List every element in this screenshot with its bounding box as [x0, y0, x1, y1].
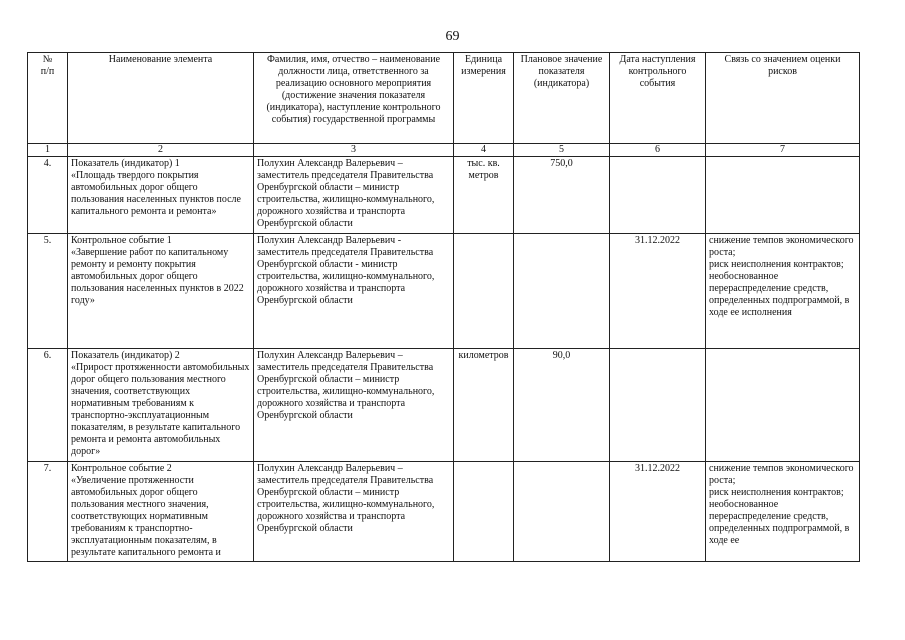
column-number: 7 — [706, 144, 860, 157]
row-risk: снижение темпов экономического роста; риск неисполнения контрактов; необоснованное перераспределение средств, определенных подпрограммой, в ходе ее — [706, 462, 860, 562]
table-row — [28, 349, 860, 462]
header-col-planned-value: Плановое значение показателя (индикатора) — [514, 53, 610, 144]
header-col-name: Наименование элемента — [68, 53, 254, 144]
row-risk — [706, 157, 860, 234]
row-element-name: Контрольное событие 1 «Завершение работ по капитальному ремонту и ремонту покрытия автомобильных дорог общего пользования населенных пунктов в 2022 году» — [68, 234, 254, 349]
header-col-risk: Связь со значением оценки рисков — [706, 53, 860, 144]
row-risk — [706, 349, 860, 462]
header-col-unit: Единица измерения — [454, 53, 514, 144]
row-unit — [454, 234, 514, 349]
column-number: 1 — [28, 144, 68, 157]
header-col-date: Дата наступления контрольного события — [610, 53, 706, 144]
column-number: 5 — [514, 144, 610, 157]
row-number: 7. — [28, 462, 68, 562]
row-responsible: Полухин Александр Валерьевич - заместитель председателя Правительства Оренбургской области - министр строительства, жилищно-коммунального, дорожного хозяйства и транспорта Оренбургской области — [254, 234, 454, 349]
row-responsible: Полухин Александр Валерьевич – заместитель председателя Правительства Оренбургской области – министр строительства, жилищно-коммунального, дорожного хозяйства и транспорта Оренбургской области — [254, 462, 454, 562]
table-row — [28, 462, 860, 562]
column-number: 2 — [68, 144, 254, 157]
header-col-number: № п/п — [28, 53, 68, 144]
row-element-name: Контрольное событие 2 «Увеличение протяженности автомобильных дорог общего пользования местного значения, соответствующих нормативным требованиям к транспортно-эксплуатационным показателям, в результате капитального ремонта и — [68, 462, 254, 562]
row-planned-value — [514, 462, 610, 562]
row-planned-value — [514, 234, 610, 349]
column-number-row — [28, 144, 860, 157]
row-date — [610, 157, 706, 234]
table-row — [28, 157, 860, 234]
column-number: 6 — [610, 144, 706, 157]
header-col-responsible: Фамилия, имя, отчество – наименование должности лица, ответственного за реализацию основного мероприятия (достижение значения показателя (индикатора), наступление контрольного события) государственной программы — [254, 53, 454, 144]
row-date: 31.12.2022 — [610, 234, 706, 349]
program-plan-table — [27, 52, 860, 562]
row-number: 6. — [28, 349, 68, 462]
row-planned-value: 750,0 — [514, 157, 610, 234]
row-element-name: Показатель (индикатор) 2 «Прирост протяженности автомобильных дорог общего пользования местного значения, соответствующих нормативным требованиям к транспортно-эксплуатационным показателям, в результате капитального ремонта и ремонта автомобильных дорог» — [68, 349, 254, 462]
row-number: 4. — [28, 157, 68, 234]
row-planned-value: 90,0 — [514, 349, 610, 462]
column-number: 4 — [454, 144, 514, 157]
page-number: 69 — [445, 29, 460, 44]
row-element-name: Показатель (индикатор) 1 «Площадь твердого покрытия автомобильных дорог общего пользования населенных пунктов после капитального ремонта и ремонта» — [68, 157, 254, 234]
row-date — [610, 349, 706, 462]
row-unit — [454, 462, 514, 562]
header-row — [28, 53, 860, 144]
row-responsible: Полухин Александр Валерьевич – заместитель председателя Правительства Оренбургской области – министр строительства, жилищно-коммунального, дорожного хозяйства и транспорта Оренбургской области — [254, 349, 454, 462]
row-date: 31.12.2022 — [610, 462, 706, 562]
row-risk: снижение темпов экономического роста; риск неисполнения контрактов; необоснованное перераспределение средств, определенных подпрограммой, в ходе ее исполнения — [706, 234, 860, 349]
row-number: 5. — [28, 234, 68, 349]
row-unit: тыс. кв. метров — [454, 157, 514, 234]
row-responsible: Полухин Александр Валерьевич – заместитель председателя Правительства Оренбургской области – министр строительства, жилищно-коммунального, дорожного хозяйства и транспорта Оренбургской области — [254, 157, 454, 234]
row-unit: километров — [454, 349, 514, 462]
table-row — [28, 234, 860, 349]
column-number: 3 — [254, 144, 454, 157]
